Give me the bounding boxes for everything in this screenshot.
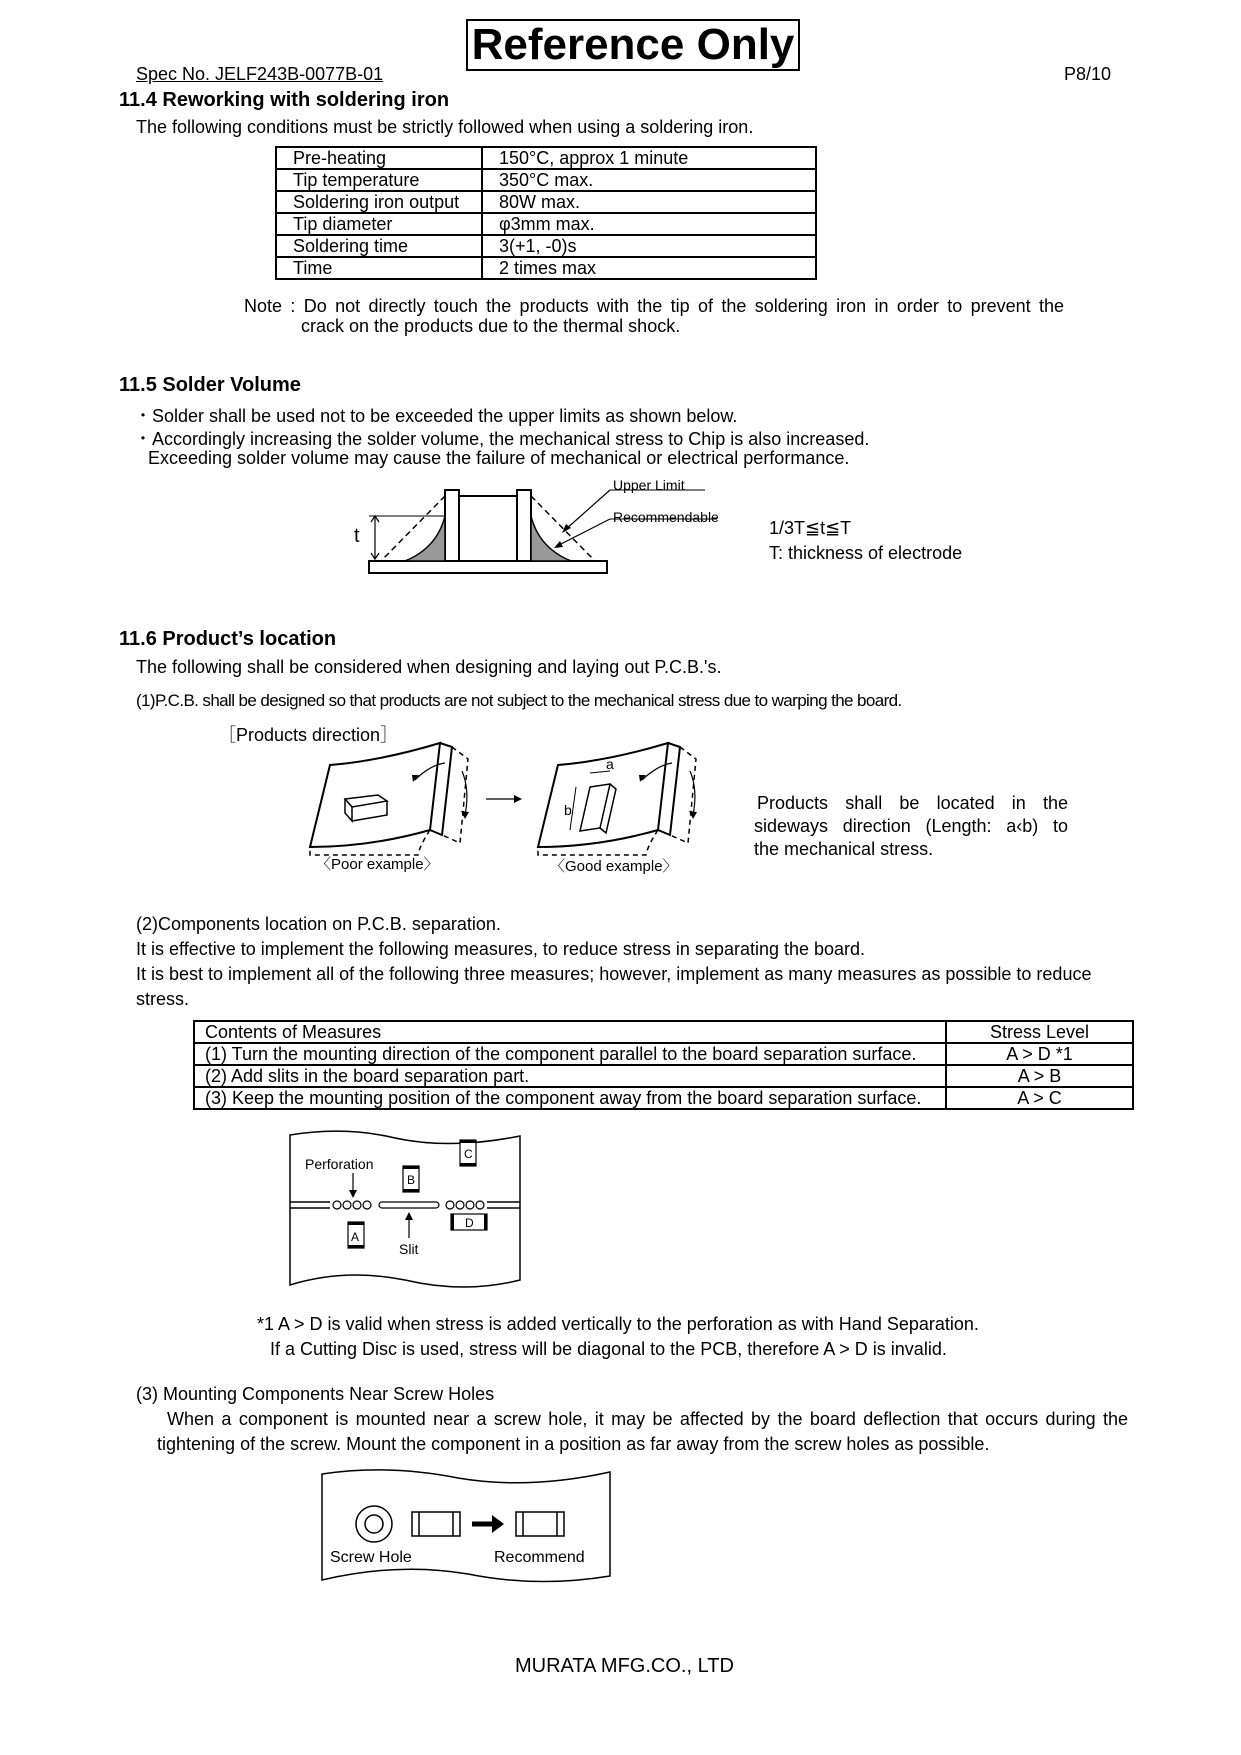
measures-table <box>193 1020 1134 1110</box>
table-row <box>276 191 816 213</box>
condition-value: 80W max. <box>482 191 816 213</box>
section-11-5-title: 11.5 Solder Volume <box>119 374 301 396</box>
condition-value: φ3mm max. <box>482 213 816 235</box>
component-b-label: B <box>407 1173 416 1187</box>
stress-cell: A > D *1 <box>946 1043 1133 1065</box>
upper-limit-label: Upper Limit <box>613 477 685 493</box>
dim-a-label: a <box>606 756 614 772</box>
table-row <box>276 257 816 279</box>
condition-label: Soldering iron output <box>276 191 482 213</box>
column-header: Stress Level <box>946 1021 1133 1043</box>
sideways-text-2: sideways direction (Length: a‹b) to <box>754 816 1068 836</box>
table-row <box>276 169 816 191</box>
sideways-text-1: Products shall be located in the <box>757 793 1068 813</box>
table-row <box>276 235 816 257</box>
table-row <box>194 1065 1133 1087</box>
company-footer: MURATA MFG.CO., LTD <box>515 1655 734 1677</box>
condition-label: Tip temperature <box>276 169 482 191</box>
condition-label: Soldering time <box>276 235 482 257</box>
products-direction-label: ［Products direction］ <box>218 725 399 745</box>
screw-holes-title: (3) Mounting Components Near Screw Holes <box>136 1384 495 1404</box>
sideways-text-3: the mechanical stress. <box>754 839 934 859</box>
soldering-conditions-table <box>275 146 817 280</box>
condition-label: Tip diameter <box>276 213 482 235</box>
column-header: Contents of Measures <box>194 1021 946 1043</box>
table-row <box>194 1043 1133 1065</box>
screw-holes-line-1: When a component is mounted near a screw hole, it may be affected by the board deflection that occurs during the <box>167 1409 1128 1429</box>
poor-example-label: 〈Poor example〉 <box>316 856 439 873</box>
screw-holes-line-2: tightening of the screw. Mount the component in a position as far away from the screw holes as possible. <box>157 1434 990 1454</box>
separation-line-3: stress. <box>136 989 190 1009</box>
measure-cell: (2) Add slits in the board separation part. <box>194 1065 946 1087</box>
recommendable-label: Recommendable <box>613 509 719 525</box>
dim-b-label: b <box>564 802 572 818</box>
table-row <box>276 147 816 169</box>
pcb-warping-text: (1)P.C.B. shall be designed so that products are not subject to the mechanical stress due to warping the board. <box>136 691 902 710</box>
solder-bullet-2: ・Accordingly increasing the solder volume, the mechanical stress to Chip is also increased. <box>134 429 870 449</box>
table-header-row <box>194 1021 1133 1043</box>
recommend-label: Recommend <box>494 1549 585 1566</box>
condition-value: 150°C, approx 1 minute <box>482 147 816 169</box>
condition-value: 350°C max. <box>482 169 816 191</box>
condition-value: 3(+1, -0)s <box>482 235 816 257</box>
measure-cell: (1) Turn the mounting direction of the component parallel to the board separation surface. <box>194 1043 946 1065</box>
section-11-6-intro: The following shall be considered when designing and laying out P.C.B.'s. <box>136 657 722 677</box>
good-example-label: 〈Good example〉 <box>550 858 678 875</box>
page-number: P8/10 <box>1064 64 1112 84</box>
reference-only-stamp: Reference Only <box>466 19 800 71</box>
screw-hole-label: Screw Hole <box>330 1549 412 1566</box>
section-11-4-intro: The following conditions must be strictly followed when using a soldering iron. <box>136 117 754 137</box>
separation-line-2: It is best to implement all of the following three measures; however, implement as many measures as possible to reduce <box>136 964 1092 984</box>
thickness-legend: T: thickness of electrode <box>769 543 963 563</box>
separation-title: (2)Components location on P.C.B. separation. <box>136 914 501 934</box>
solder-bullet-3: Exceeding solder volume may cause the failure of mechanical or electrical performance. <box>148 448 850 468</box>
note-line-2: crack on the products due to the thermal shock. <box>301 316 681 336</box>
component-d-label: D <box>465 1216 474 1230</box>
spec-number: Spec No. JELF243B-0077B-01 <box>136 64 384 84</box>
component-c-label: C <box>464 1147 473 1161</box>
condition-label: Time <box>276 257 482 279</box>
footnote-2: If a Cutting Disc is used, stress will be diagonal to the PCB, therefore A > D is invalid. <box>270 1339 947 1359</box>
perforation-diagram <box>285 1130 525 1295</box>
measure-cell: (3) Keep the mounting position of the component away from the board separation surface. <box>194 1087 946 1109</box>
slit-label: Slit <box>399 1241 419 1257</box>
perforation-label: Perforation <box>305 1156 374 1172</box>
table-row <box>276 213 816 235</box>
stress-cell: A > C <box>946 1087 1133 1109</box>
solder-volume-diagram <box>345 476 765 586</box>
footnote-1: *1 A > D is valid when stress is added vertically to the perforation as with Hand Separation. <box>257 1314 979 1334</box>
products-direction-diagram <box>300 735 720 883</box>
section-11-4-title: 11.4 Reworking with soldering iron <box>119 89 450 111</box>
table-row <box>194 1087 1133 1109</box>
section-11-6-title: 11.6 Product’s location <box>119 628 337 650</box>
t-label: t <box>354 525 360 547</box>
component-a-label: A <box>351 1230 360 1244</box>
separation-line-1: It is effective to implement the following measures, to reduce stress in separating the board. <box>136 939 866 959</box>
screw-hole-diagram <box>318 1464 618 1586</box>
stress-cell: A > B <box>946 1065 1133 1087</box>
condition-value: 2 times max <box>482 257 816 279</box>
solder-bullet-1: ・Solder shall be used not to be exceeded the upper limits as shown below. <box>134 406 738 426</box>
note-line-1: Note : Do not directly touch the products with the tip of the soldering iron in order to prevent the <box>244 296 1064 316</box>
condition-label: Pre-heating <box>276 147 482 169</box>
thickness-formula: 1/3T≦t≦T <box>769 518 852 538</box>
